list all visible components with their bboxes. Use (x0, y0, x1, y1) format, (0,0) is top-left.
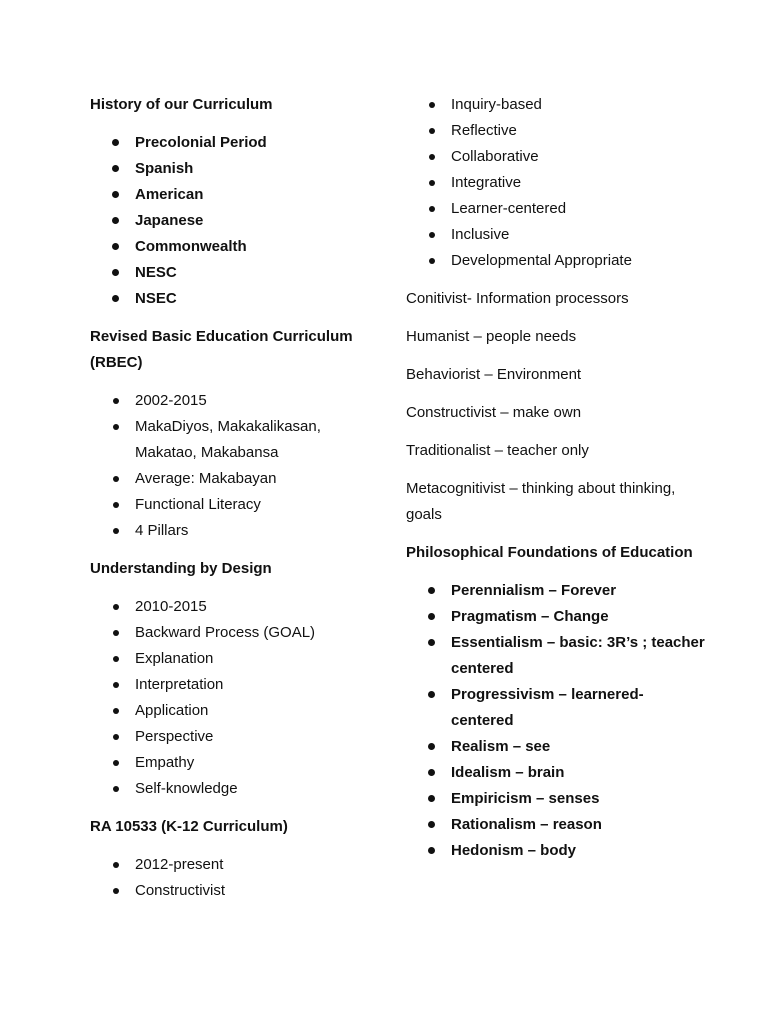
list-item-text: Self-knowledge (135, 780, 238, 797)
bullet-icon (429, 102, 435, 108)
bullet-icon (428, 821, 435, 828)
bullet-icon (429, 206, 435, 212)
list-item-text: MakaDiyos, Makakalikasan, Makatao, Makabansa (135, 418, 321, 461)
list-item (406, 630, 706, 682)
list-item-text: Reflective (451, 122, 517, 139)
list-item (406, 786, 706, 812)
list-item-text: Functional Literacy (135, 496, 261, 513)
list-item (90, 698, 380, 724)
bullet-icon (112, 165, 119, 172)
bullet-icon (113, 760, 119, 766)
section-heading: RA 10533 (K-12 Curriculum) (90, 818, 288, 835)
list-item-text: 4 Pillars (135, 522, 189, 539)
list-item (406, 734, 706, 760)
list-item-text: Perennialism – Forever (451, 582, 617, 599)
bullet-icon (112, 269, 119, 276)
bullet-icon (428, 639, 435, 646)
list-item-text: Perspective (135, 728, 214, 745)
bullet-icon (113, 656, 119, 662)
list-item-text: Essentialism – basic: 3R’s ; teacher centered (451, 634, 705, 677)
section-heading: Understanding by Design (90, 560, 272, 577)
list-item-text: Constructivist (135, 882, 226, 899)
list-item-text: Developmental Appropriate (451, 252, 632, 269)
bullet-icon (428, 743, 435, 750)
list-item-text: Backward Process (GOAL) (135, 624, 316, 641)
bullet-icon (429, 128, 435, 134)
bullet-icon (428, 691, 435, 698)
list-item (406, 604, 706, 630)
bullet-icon (429, 232, 435, 238)
bullet-icon (113, 708, 119, 714)
list-item-text: Empathy (135, 754, 195, 771)
paragraph: Constructivist – make own (406, 404, 582, 421)
list-item-text: Precolonial Period (135, 134, 267, 151)
bullet-list (90, 852, 380, 904)
list-item (90, 646, 380, 672)
list-item (90, 594, 380, 620)
list-item-text: 2012-present (135, 856, 224, 873)
list-item (90, 852, 380, 878)
list-item (406, 92, 706, 118)
left-column (90, 92, 380, 916)
bullet-icon (112, 191, 119, 198)
list-item-text: Learner-centered (451, 200, 567, 217)
section-heading: Revised Basic Education Curriculum (RBEC) (90, 328, 353, 371)
list-item (90, 776, 380, 802)
paragraph: Conitivist- Information processors (406, 290, 629, 307)
list-item (90, 234, 380, 260)
list-item (90, 518, 380, 544)
list-item-text: Inclusive (451, 226, 510, 243)
list-item (406, 812, 706, 838)
bullet-icon (113, 862, 119, 868)
list-item-text: Hedonism – body (451, 842, 577, 859)
bullet-icon (113, 398, 119, 404)
list-item (90, 260, 380, 286)
list-item (90, 286, 380, 312)
bullet-list (90, 594, 380, 802)
bullet-icon (113, 604, 119, 610)
bullet-icon (113, 502, 119, 508)
bullet-icon (428, 613, 435, 620)
bullet-icon (113, 424, 119, 430)
list-item-text: Pragmatism – Change (451, 608, 609, 625)
bullet-icon (428, 587, 435, 594)
bullet-icon (113, 630, 119, 636)
list-item-text: Explanation (135, 650, 214, 667)
list-item-text: 2010-2015 (135, 598, 207, 615)
list-item-text: 2002-2015 (135, 392, 207, 409)
list-item (406, 248, 706, 274)
list-item (406, 682, 706, 734)
bullet-list (406, 578, 706, 864)
bullet-icon (429, 258, 435, 264)
bullet-icon (113, 734, 119, 740)
list-item-text: Application (135, 702, 209, 719)
bullet-icon (428, 769, 435, 776)
paragraph: Traditionalist – teacher only (406, 442, 589, 459)
list-item-text: Rationalism – reason (451, 816, 602, 833)
list-item (406, 170, 706, 196)
list-item-text: Realism – see (451, 738, 551, 755)
bullet-icon (113, 476, 119, 482)
list-item (90, 156, 380, 182)
paragraph: Humanist – people needs (406, 328, 577, 345)
list-item-text: Japanese (135, 212, 204, 229)
list-item (406, 578, 706, 604)
bullet-list (90, 130, 380, 312)
list-item-text: Idealism – brain (451, 764, 565, 781)
bullet-icon (428, 795, 435, 802)
list-item (90, 724, 380, 750)
list-item (406, 760, 706, 786)
paragraph: Behaviorist – Environment (406, 366, 582, 383)
bullet-icon (112, 295, 119, 302)
list-item (406, 144, 706, 170)
list-item (406, 838, 706, 864)
section-heading: Philosophical Foundations of Education (406, 544, 693, 561)
list-item (406, 196, 706, 222)
bullet-icon (428, 847, 435, 854)
list-item (90, 414, 380, 466)
bullet-icon (113, 888, 119, 894)
bullet-icon (112, 217, 119, 224)
list-item-text: NSEC (135, 290, 177, 307)
bullet-icon (113, 528, 119, 534)
paragraph: Metacognitivist – thinking about thinking, goals (406, 480, 676, 523)
list-item (90, 750, 380, 776)
list-item-text: Integrative (451, 174, 522, 191)
list-item-text: Progressivism – learnered-centered (451, 686, 644, 729)
list-item (406, 118, 706, 144)
list-item-text: Empiricism – senses (451, 790, 600, 807)
list-item (90, 878, 380, 904)
list-item-text: Interpretation (135, 676, 224, 693)
list-item-text: Commonwealth (135, 238, 247, 255)
bullet-list (90, 388, 380, 544)
list-item (90, 672, 380, 698)
list-item (90, 466, 380, 492)
bullet-icon (112, 243, 119, 250)
list-item (90, 620, 380, 646)
list-item (90, 388, 380, 414)
list-item (90, 492, 380, 518)
bullet-icon (113, 682, 119, 688)
right-column (406, 92, 706, 876)
bullet-icon (112, 139, 119, 146)
bullet-icon (113, 786, 119, 792)
list-item (90, 182, 380, 208)
list-item-text: Inquiry-based (451, 96, 542, 113)
list-item (90, 130, 380, 156)
section-heading: History of our Curriculum (90, 96, 273, 113)
bullet-list (406, 92, 706, 274)
list-item-text: American (135, 186, 204, 203)
list-item (406, 222, 706, 248)
list-item-text: NESC (135, 264, 177, 281)
list-item-text: Spanish (135, 160, 194, 177)
list-item-text: Average: Makabayan (135, 470, 277, 487)
list-item-text: Collaborative (451, 148, 539, 165)
list-item (90, 208, 380, 234)
bullet-icon (429, 154, 435, 160)
bullet-icon (429, 180, 435, 186)
